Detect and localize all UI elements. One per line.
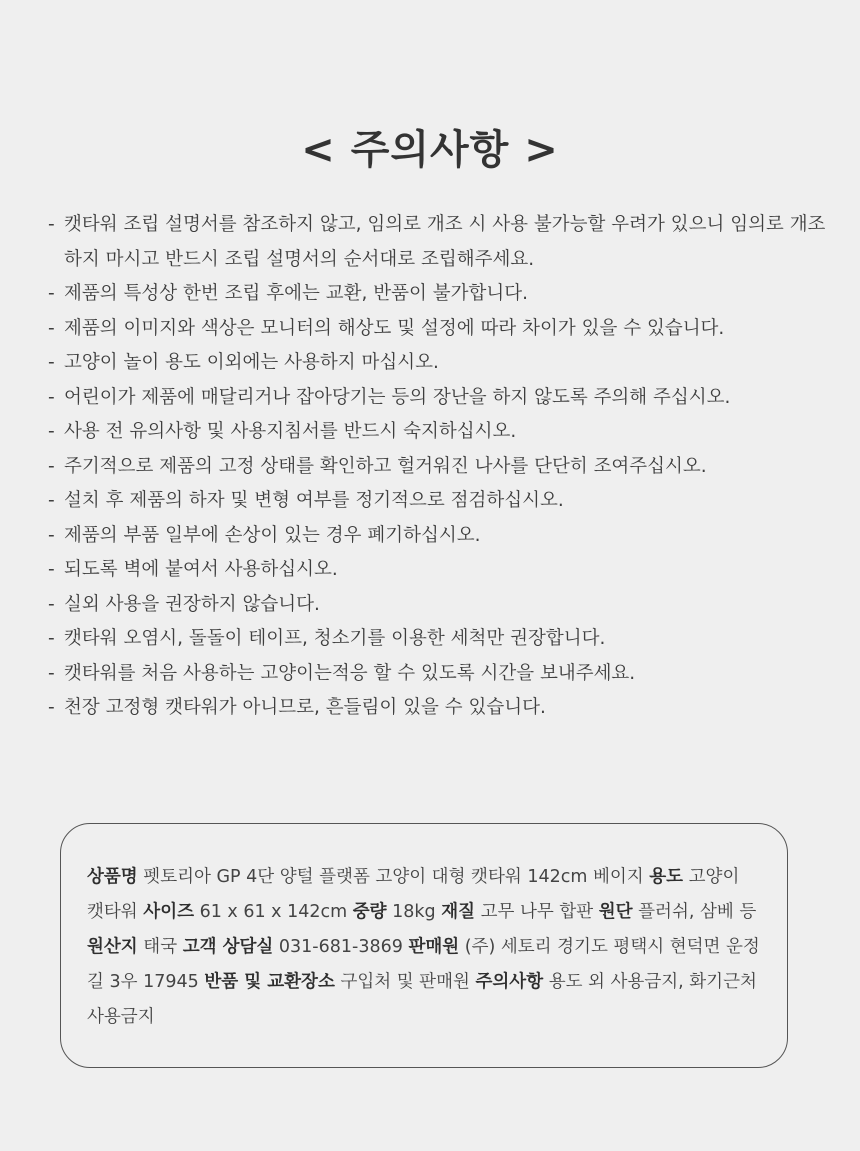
info-value-return-place: 구입처 및 판매원 bbox=[340, 972, 470, 992]
bullet-dash: - bbox=[48, 386, 55, 408]
note-text: 캣타워 조립 설명서를 참조하지 않고, 임의로 개조 시 사용 불가능할 우려가 있으니 임의로 개조하지 마시고 반드시 조립 설명서의 순서대로 조립해주세요. bbox=[64, 214, 826, 270]
info-value-seller: (주) 세토리 경기도 평택시 현덕면 운정길 3우 17945 bbox=[87, 937, 760, 992]
list-item bbox=[48, 312, 838, 347]
note-text: 캣타워를 처음 사용하는 고양이는적응 할 수 있도록 시간을 보내주세요. bbox=[64, 662, 636, 684]
info-value-size: 61 x 61 x 142cm bbox=[199, 902, 348, 922]
note-text: 제품의 특성상 한번 조립 후에는 교환, 반품이 불가합니다. bbox=[64, 283, 528, 304]
info-value-usage: 고양이 캣타워 bbox=[87, 867, 740, 922]
note-text: 주기적으로 제품의 고정 상태를 확인하고 헐거워진 나사를 단단히 조여주십시오. bbox=[64, 455, 707, 477]
note-text: 천장 고정형 캣타워가 아니므로, 흔들림이 있을 수 있습니다. bbox=[64, 697, 546, 718]
info-label-weight: 중량 bbox=[352, 902, 387, 922]
info-value-product-name: 펫토리아 GP 4단 양털 플랫폼 고양이 대형 캣타워 142cm 베이지 bbox=[143, 867, 644, 887]
info-label-origin: 원산지 bbox=[87, 937, 138, 957]
note-text: 사용 전 유의사항 및 사용지침서를 반드시 숙지하십시오. bbox=[64, 421, 517, 442]
info-value-weight: 18kg bbox=[392, 902, 436, 922]
info-label-usage: 용도 bbox=[649, 867, 684, 887]
bullet-dash: - bbox=[48, 283, 55, 304]
list-item bbox=[48, 277, 838, 312]
info-value-customer-center: 031-681-3869 bbox=[278, 937, 403, 957]
bullet-dash: - bbox=[48, 697, 55, 718]
info-label-caution: 주의사항 bbox=[475, 972, 544, 992]
list-item bbox=[48, 622, 838, 657]
bullet-dash: - bbox=[48, 317, 55, 339]
caution-list bbox=[48, 208, 838, 726]
info-label-fabric: 원단 bbox=[598, 902, 633, 922]
note-text: 되도록 벽에 붙여서 사용하십시오. bbox=[64, 559, 338, 580]
info-label-product-name: 상품명 bbox=[87, 867, 138, 887]
info-value-origin: 태국 bbox=[143, 937, 178, 957]
product-info-box bbox=[60, 823, 788, 1068]
list-item bbox=[48, 657, 838, 692]
bullet-dash: - bbox=[48, 455, 55, 477]
list-item bbox=[48, 208, 838, 277]
list-item bbox=[48, 381, 838, 416]
list-item bbox=[48, 450, 838, 485]
bullet-dash: - bbox=[48, 524, 55, 546]
list-item bbox=[48, 346, 838, 381]
bullet-dash: - bbox=[48, 490, 55, 511]
note-text: 제품의 부품 일부에 손상이 있는 경우 폐기하십시오. bbox=[64, 524, 481, 546]
bullet-dash: - bbox=[48, 662, 55, 684]
info-label-return-place: 반품 및 교환장소 bbox=[204, 972, 335, 992]
bullet-dash: - bbox=[48, 593, 55, 615]
note-text: 캣타워 오염시, 돌돌이 테이프, 청소기를 이용한 세척만 권장합니다. bbox=[64, 628, 606, 649]
list-item bbox=[48, 553, 838, 588]
info-value-caution: 용도 외 사용금지, 화기근처 사용금지 bbox=[87, 972, 757, 1027]
list-item bbox=[48, 519, 838, 554]
list-item bbox=[48, 484, 838, 519]
list-item bbox=[48, 691, 838, 726]
info-label-size: 사이즈 bbox=[143, 902, 195, 922]
note-text: 어린이가 제품에 매달리거나 잡아당기는 등의 장난을 하지 않도록 주의해 주십시오. bbox=[64, 386, 731, 408]
note-text: 설치 후 제품의 하자 및 변형 여부를 정기적으로 점검하십시오. bbox=[64, 490, 564, 511]
note-text: 고양이 놀이 용도 이외에는 사용하지 마십시오. bbox=[64, 352, 439, 373]
list-item bbox=[48, 415, 838, 450]
info-label-seller: 판매원 bbox=[408, 937, 460, 957]
info-value-fabric: 플러쉬, 삼베 등 bbox=[638, 902, 757, 922]
product-info-text bbox=[87, 860, 761, 1035]
note-text: 실외 사용을 권장하지 않습니다. bbox=[64, 593, 320, 615]
bullet-dash: - bbox=[48, 628, 55, 649]
note-text: 제품의 이미지와 색상은 모니터의 해상도 및 설정에 따라 차이가 있을 수 있습니다. bbox=[64, 317, 725, 339]
info-value-material: 고무 나무 합판 bbox=[480, 902, 594, 922]
info-label-customer-center: 고객 상담실 bbox=[182, 937, 274, 957]
bullet-dash: - bbox=[48, 352, 55, 373]
page-title: < 주의사항 > bbox=[301, 127, 559, 173]
bullet-dash: - bbox=[48, 214, 55, 235]
info-label-material: 재질 bbox=[441, 902, 476, 922]
list-item bbox=[48, 588, 838, 623]
bullet-dash: - bbox=[48, 559, 55, 580]
bullet-dash: - bbox=[48, 421, 55, 442]
